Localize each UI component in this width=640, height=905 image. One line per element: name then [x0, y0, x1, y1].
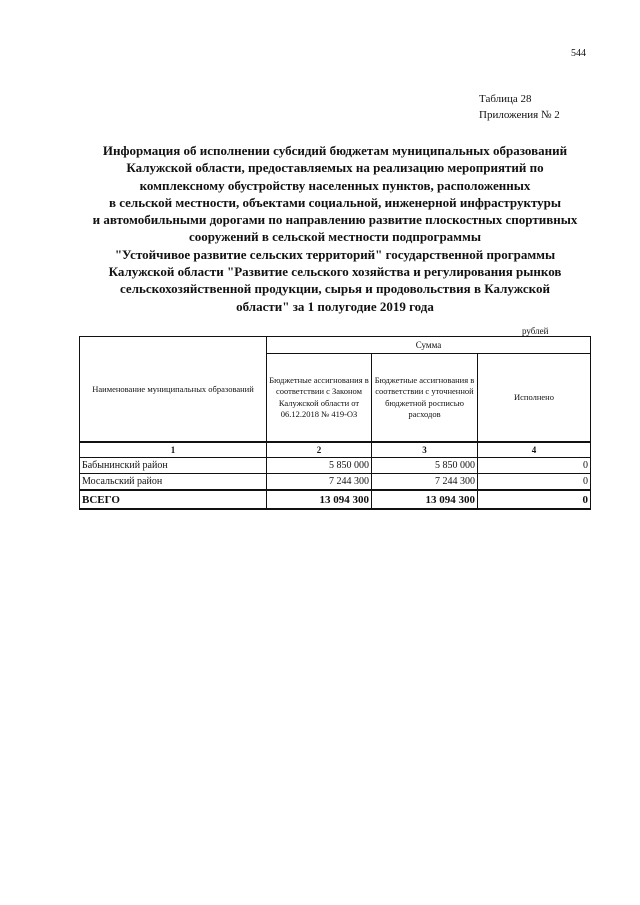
title-line: и автомобильными дорогами по направлению развитие плоскостных спортивных — [92, 212, 578, 228]
header-sum: Сумма — [267, 337, 591, 354]
column-number-row — [80, 442, 591, 458]
title-line: "Устойчивое развитие сельских территорий" государственной программы — [114, 246, 556, 262]
total-label: ВСЕГО — [80, 490, 267, 509]
refined-allocation-value: 7 244 300 — [372, 474, 478, 491]
title-line: Информация об исполнении субсидий бюджетам муниципальных образований — [102, 143, 568, 158]
table-row — [80, 458, 591, 474]
column-number: 2 — [267, 442, 372, 458]
header-law-allocations: Бюджетные ассигнования в соответствии с Законом Калужской области от 06.12.2018 № 419-ОЗ — [267, 354, 372, 442]
total-row — [80, 490, 591, 509]
units-label: рублей — [522, 326, 549, 336]
law-allocation-value: 5 850 000 — [267, 458, 372, 474]
table-reference — [479, 91, 560, 123]
subsidy-table — [79, 336, 591, 510]
executed-value: 0 — [478, 458, 591, 474]
total-executed: 0 — [478, 490, 591, 509]
title-line: сельскохозяйственной продукции, сырья и продовольствия в Калужской — [120, 281, 550, 297]
title-line: Калужской области, предоставляемых на реализацию мероприятий по — [126, 160, 544, 176]
refined-allocation-value: 5 850 000 — [372, 458, 478, 474]
municipality-name: Мосальский район — [80, 474, 267, 491]
document-title — [70, 142, 600, 315]
title-line: в сельской местности, объектами социальной, инженерной инфраструктуры — [108, 194, 562, 210]
title-line: Калужской области "Развитие сельского хозяйства и регулирования рынков — [108, 264, 562, 280]
table-row — [80, 474, 591, 491]
table-number: Таблица 28 — [479, 93, 532, 105]
title-line: сооружений в сельской местности подпрограммы — [188, 229, 482, 245]
column-number: 4 — [478, 442, 591, 458]
total-law-allocation: 13 094 300 — [267, 490, 372, 509]
law-allocation-value: 7 244 300 — [267, 474, 372, 491]
title-line: комплексному обустройству населенных пунктов, расположенных — [139, 177, 531, 193]
appendix-number: Приложения № 2 — [479, 109, 560, 121]
total-refined-allocation: 13 094 300 — [372, 490, 478, 509]
header-executed: Исполнено — [478, 354, 591, 442]
title-line: области" за 1 полугодие 2019 года — [236, 298, 434, 314]
column-number: 3 — [372, 442, 478, 458]
header-municipality: Наименование муниципальных образований — [80, 337, 267, 443]
header-row-1 — [80, 337, 591, 354]
header-refined-allocations: Бюджетные ассигнования в соответствии с уточненной бюджетной росписью расходов — [372, 354, 478, 442]
page-number: 544 — [571, 48, 586, 59]
municipality-name: Бабынинский район — [80, 458, 267, 474]
column-number: 1 — [80, 442, 267, 458]
executed-value: 0 — [478, 474, 591, 491]
